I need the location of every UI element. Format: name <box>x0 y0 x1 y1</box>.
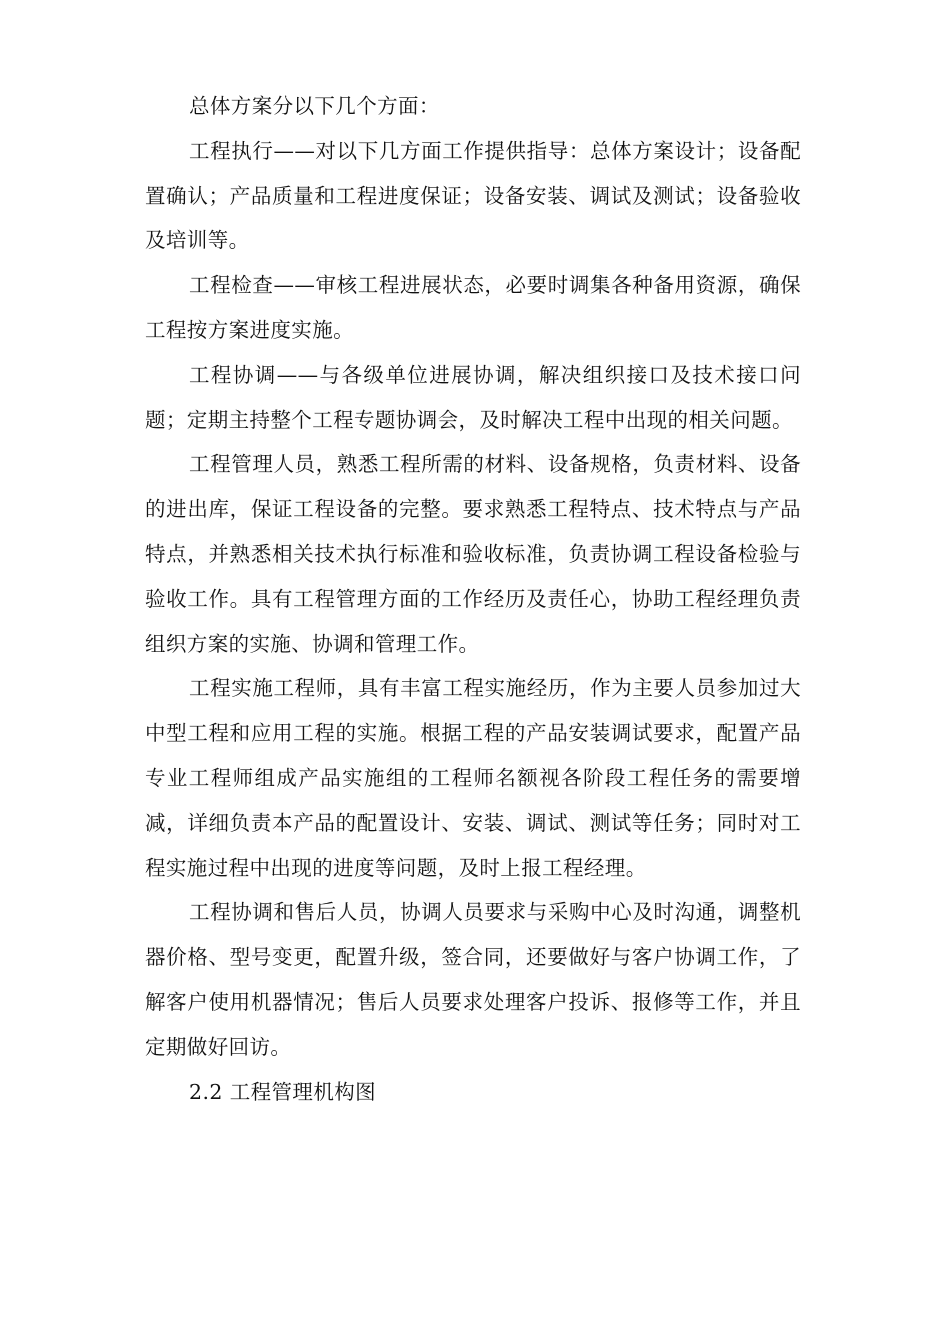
document-body <box>145 84 801 1114</box>
paragraph-project-managers: 工程管理人员，熟悉工程所需的材料、设备规格，负责材料、设备的进出库，保证工程设备的完整。要求熟悉工程特点、技术特点与产品特点，并熟悉相关技术执行标准和验收标准，负责协调工程设备检验与验收工作。具有工程管理方面的工作经历及责任心，协助工程经理负责组织方案的实施、协调和管理工作。 <box>145 452 801 656</box>
paragraph-project-coordination: 工程协调——与各级单位进展协调，解决组织接口及技术接口问题；定期主持整个工程专题协调会，及时解决工程中出现的相关问题。 <box>145 362 801 432</box>
intro-paragraph: 总体方案分以下几个方面： <box>189 94 440 118</box>
paragraph-project-inspection: 工程检查——审核工程进展状态，必要时调集各种备用资源，确保工程按方案进度实施。 <box>145 273 801 342</box>
paragraph-implementation-engineers: 工程实施工程师，具有丰富工程实施经历，作为主要人员参加过大中型工程和应用工程的实施。根据工程的产品安装调试要求，配置产品专业工程师组成产品实施组的工程师名额视各阶段工程任务的需要增减，详细负责本产品的配置设计、安装、调试、测试等任务；同时对工程实施过程中出现的进度等问题，及时上报工程经理。 <box>145 676 801 880</box>
paragraph-project-execution: 工程执行——对以下几方面工作提供指导：总体方案设计；设备配置确认；产品质量和工程进度保证；设备安装、调试及测试；设备验收及培训等。 <box>145 138 801 253</box>
section-heading: 2.2 工程管理机构图 <box>189 1079 377 1104</box>
paragraph-coordination-aftersales: 工程协调和售后人员，协调人员要求与采购中心及时沟通，调整机器价格、型号变更，配置升级，签合同，还要做好与客户协调工作，了解客户使用机器情况；售后人员要求处理客户投诉、报修等工作，并且定期做好回访。 <box>145 900 801 1059</box>
